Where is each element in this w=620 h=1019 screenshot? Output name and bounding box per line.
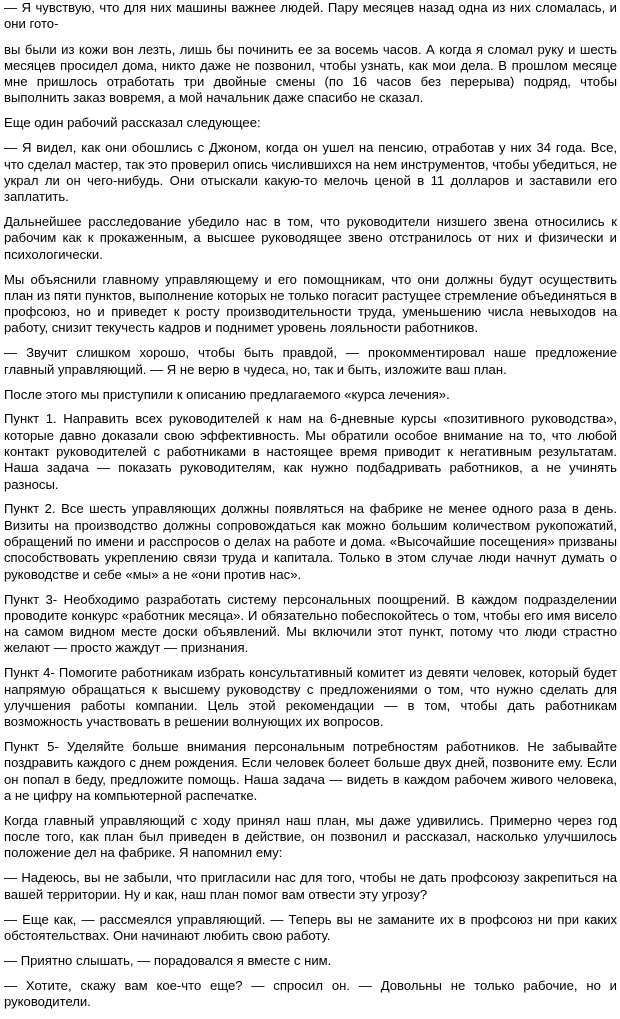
paragraph-8: После этого мы приступили к описанию предлагаемого «курса лечения».: [4, 386, 450, 402]
paragraph-13: Пункт 5- Уделяйте больше внимания персональным потребностям работников. Не забывайте поздравить каждого с днем рождения. Если человек болеет больше двух дней, позвоните ему. Если он попал в беду, предложите помощь. Наша задача — видеть в каждом рабочем живого человека, а не цифру на компьютерной распечатке.: [4, 739, 617, 803]
paragraph-16: — Еще как, — рассмеялся управляющий. — Теперь вы не заманите их в профсоюз ни при каких обстоятельствах. Они начинают любить свою работу.: [4, 911, 617, 943]
paragraph-18: — Хотите, скажу вам кое-что еще? — спросил он. — Довольны не только рабочие, но и руководители.: [4, 977, 617, 1009]
paragraph-15: — Надеюсь, вы не забыли, что пригласили нас для того, чтобы не дать профсоюзу закрепиться на вашей территории. Ну и как, наш план помог вам отвести эту угрозу?: [4, 870, 617, 902]
paragraph-9: Пункт 1. Направить всех руководителей к нам на 6-дневные курсы «позитивного руководства», которые давно доказали свою эффективность. Мы обратили особое внимание на то, что любой контакт руководителей с работниками в настоящее время приводит к негативным результатам. Наша задача — показать руководителям, как нужно подбадривать работников, а не учинять разносы.: [4, 411, 617, 492]
paragraph-4: — Я видел, как они обошлись с Джоном, когда он ушел на пенсию, отработав у них 34 года. Все, что сделал мастер, так это проверил опись числившихся на нем инструментов, чтобы убедиться, не украл ли он чего-нибудь. Они отыскали какую-то мелочь ценой в 11 долларов и заставили его заплатить.: [4, 140, 617, 205]
paragraph-2: вы были из кожи вон лезть, лишь бы починить ее за восемь часов. А когда я сломал руку и шесть месяцев просидел дома, никто даже не позвонил, чтобы узнать, как мои дела. В прошлом месяце мне пришлось отработать три двойные смены (по 16 часов без перерыва) подряд, чтобы выполнить заказ вовремя, а мой начальник даже спасибо не сказал.: [4, 41, 617, 106]
paragraph-6: Мы объяснили главному управляющему и его помощникам, что они должны будут осуществить план из пяти пунктов, выполнение которых не только погасит растущее стремление объединяться в профсоюз, но и приведет к росту производительности труда, уменьшению числа невыходов на работу, снизит текучесть кадров и поднимет уровень лояльности работников.: [4, 271, 617, 336]
paragraph-17: — Приятно слышать, — порадовался я вместе с ним.: [4, 952, 332, 968]
document-page: [4, 0, 617, 1019]
paragraph-5: Дальнейшее расследование убедило нас в том, что руководители низшего звена относились к рабочим как к прокаженным, а высшее руководящее звено отстранилось от них и физически и психологически.: [4, 214, 617, 262]
paragraph-11: Пункт 3- Необходимо разработать систему персональных поощрений. В каждом подразделении проводите конкурс «работник месяца». И обязательно побеспокойтесь о том, чтобы его имя висело на самом видном месте доски объявлений. Мы включили этот пункт, потому что люди страстно желают — просто жаждут — признания.: [4, 591, 617, 656]
paragraph-10: Пункт 2. Все шесть управляющих должны появляться на фабрике не менее одного раза в день. Визиты на производство должны сопровождаться как можно большим количеством рукопожатий, обращений по имени и расспросов о делах на работе и дома. «Высочайшие посещения» призваны способствовать укреплению связи труда и капитала. Только в этом случае люди начнут думать о руководстве и себе «мы» а не «они против нас».: [4, 501, 617, 582]
paragraph-1: — Я чувствую, что для них машины важнее людей. Пару месяцев назад одна из них сломалась, и они гото-: [4, 0, 617, 32]
paragraph-12: Пункт 4- Помогите работникам избрать консультативный комитет из девяти человек, который будет напрямую обращаться к высшему руководству с предложениями о том, что нужно сделать для улучшения работы компании. Цель этой рекомендации — в том, чтобы дать работникам возможность участвовать в решении волнующих их вопросов.: [4, 665, 617, 730]
paragraph-14: Когда главный управляющий с ходу принял наш план, мы даже удивились. Примерно через год после того, как план был приведен в действие, он позвонил и рассказал, насколько улучшилось положение дел на фабрике. Я напомнил ему:: [4, 812, 617, 861]
paragraph-7: — Звучит слишком хорошо, чтобы быть правдой, — прокомментировал наше предложение главный управляющий. — Я не верю в чудеса, но, так и быть, изложите ваш план.: [4, 345, 617, 377]
paragraph-3: Еще один рабочий рассказал следующее:: [4, 115, 261, 131]
